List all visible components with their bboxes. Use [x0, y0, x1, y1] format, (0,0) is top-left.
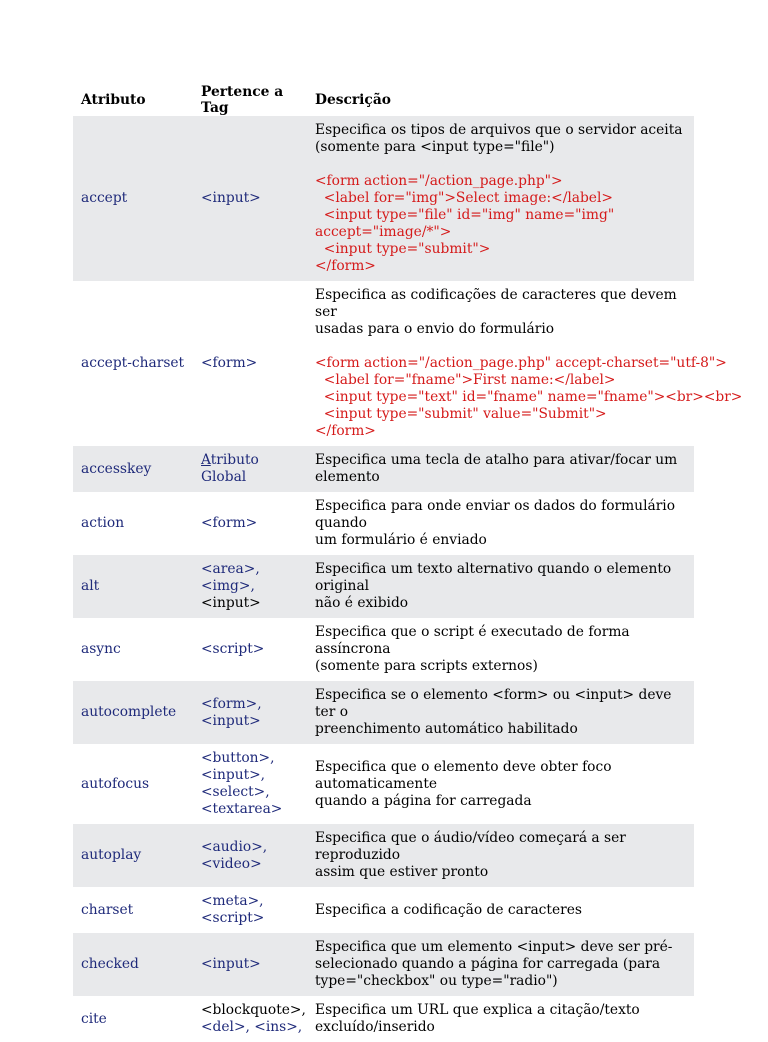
description-cell: Especifica as codificações de caracteres que devem ser usadas para o envio do formulário <form action="/action_page.php" accept-charset="utf-8"> <label for="fname">First name:</label> <input type="text" id="fname" name="fname"><br><br> <input type="submit" value="Submit"> </form>: [315, 287, 743, 439]
table-row: [73, 887, 694, 933]
description-cell: Especifica que o áudio/vídeo começará a ser reproduzido assim que estiver pronto: [307, 824, 694, 887]
attribute-cell: autoplay: [73, 824, 193, 887]
header-tag: Pertence a Tag: [201, 84, 284, 116]
attribute-cell: action: [81, 515, 125, 531]
attribute-cell: accept: [73, 116, 193, 281]
description-cell: Especifica um URL que explica a citação/texto excluído/inserido: [315, 1002, 640, 1035]
code-example: <form action="/action_page.php" accept-charset="utf-8"> <label for="fname">First name:</label> <input type="text" id="fname" name="fname"><br><br> <input type="submit" value="Submit"> </form>: [315, 355, 743, 439]
table-row: [73, 555, 694, 618]
attribute-cell: async: [81, 641, 121, 657]
table-row: [73, 446, 694, 492]
attribute-cell: alt: [73, 555, 193, 618]
attribute-cell: accesskey: [73, 446, 193, 492]
tag-cell: Atributo Global: [193, 446, 307, 492]
description-cell: Especifica a codificação de caracteres: [315, 901, 582, 918]
tag-cell: <script>: [201, 641, 265, 657]
tag-cell: <form>, <input>: [193, 681, 307, 744]
table-row: [73, 933, 694, 996]
tag-cell: <form>: [201, 515, 258, 531]
table-row: [73, 618, 694, 681]
description-cell: Especifica se o elemento <form> ou <input> deve ter o preenchimento automático habilitado: [307, 681, 694, 744]
table-header-row: [73, 84, 694, 116]
attribute-cell: accept-charset: [81, 355, 185, 371]
attribute-cell: checked: [73, 933, 193, 996]
header-attribute: Atributo: [81, 92, 146, 108]
table-row: [73, 492, 694, 555]
table-row: [73, 116, 694, 281]
table-row: [73, 281, 694, 446]
table-row: [73, 824, 694, 887]
tag-cell: <blockquote>, <del>, <ins>,: [201, 1002, 306, 1035]
description-cell: Especifica uma tecla de atalho para ativar/focar um elemento: [307, 446, 694, 492]
global-attribute-link[interactable]: A: [201, 452, 211, 468]
table-row: [73, 681, 694, 744]
description-cell: Especifica um texto alternativo quando o elemento original não é exibido: [307, 555, 694, 618]
description-cell: Especifica que o elemento deve obter foco automaticamente quando a página for carregada: [315, 758, 612, 809]
attribute-cell: autofocus: [81, 775, 150, 792]
attribute-cell: autocomplete: [73, 681, 193, 744]
description-cell: Especifica para onde enviar os dados do formulário quando um formulário é enviado: [315, 498, 676, 548]
attributes-table: [73, 84, 743, 1042]
tag-cell: <audio>, <video>: [193, 824, 307, 887]
table-row: [73, 996, 694, 1042]
attribute-cell: charset: [81, 901, 134, 918]
code-example: <form action="/action_page.php"> <label for="img">Select image:</label> <input type="file" id="img" name="img" accept="image/*"> <input type="submit"> </form>: [315, 173, 615, 274]
tag-cell: <input>: [193, 933, 307, 996]
description-cell: Especifica os tipos de arquivos que o servidor aceita (somente para <input type="file") <form action="/action_page.php"> <label for="img">Select image:</label> <input type="file" id="img" name="img" accept="image/*"> <input type="submit"> </form>: [307, 116, 694, 281]
tag-cell: <form>: [201, 355, 258, 371]
tag-cell: <button>, <input>, <select>, <textarea>: [201, 750, 283, 817]
description-cell: Especifica que um elemento <input> deve ser pré- selecionado quando a página for carregada (para type="checkbox" ou type="radio"): [307, 933, 694, 996]
header-description: Descrição: [315, 92, 391, 108]
tag-cell: <meta>, <script>: [201, 893, 265, 926]
description-cell: Especifica que o script é executado de forma assíncrona (somente para scripts externos): [315, 624, 630, 674]
attribute-cell: cite: [81, 1010, 107, 1027]
tag-cell: <area>, <img>,<input>: [193, 555, 307, 618]
table-row: [73, 744, 694, 824]
tag-cell: <input>: [193, 116, 307, 281]
